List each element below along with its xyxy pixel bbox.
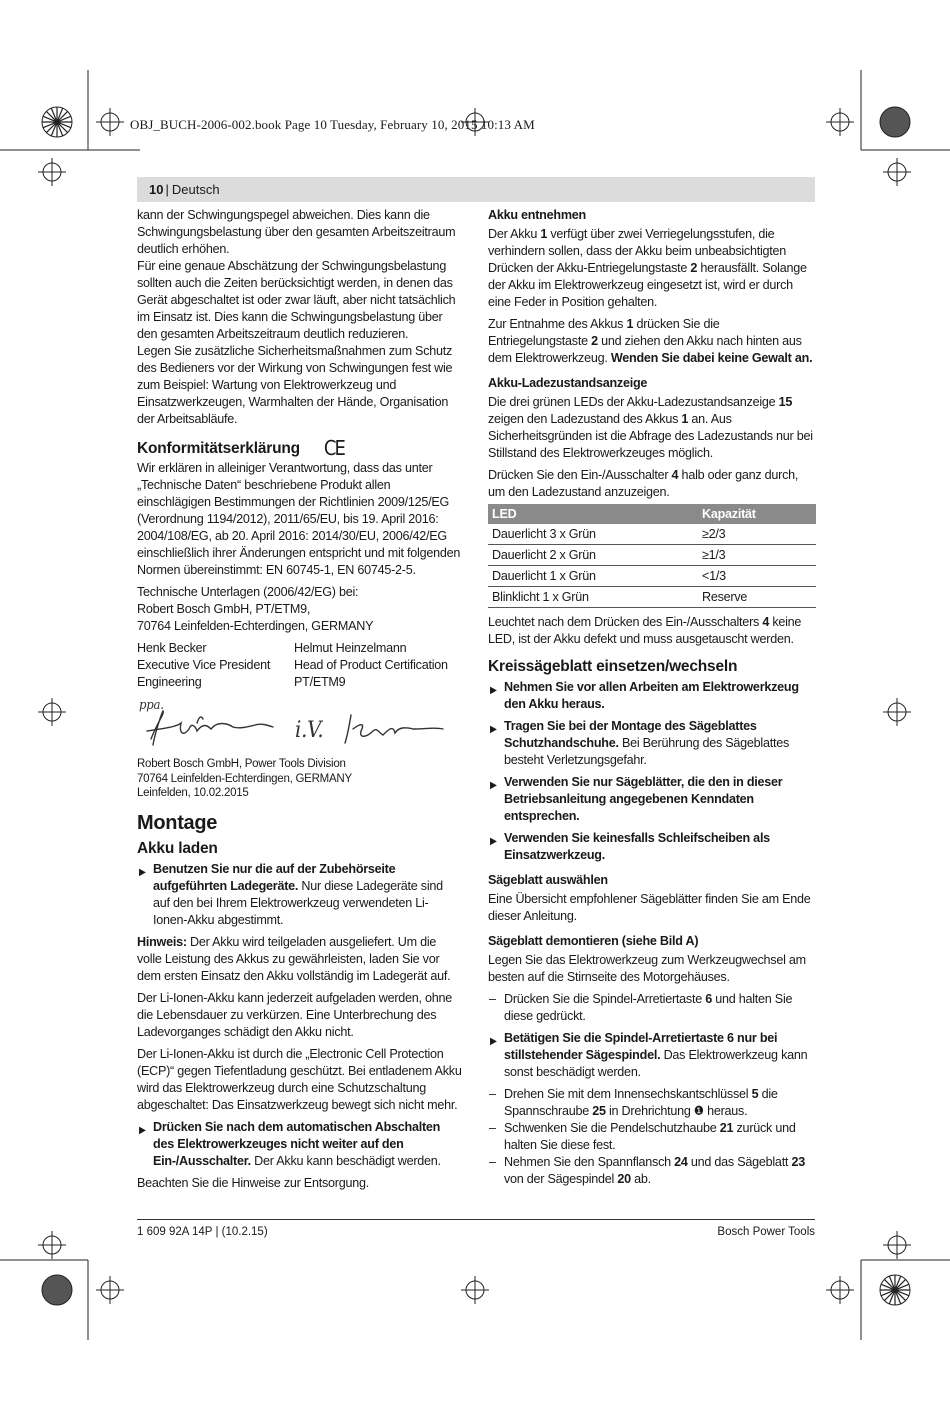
- signatures-image: [137, 693, 462, 755]
- ladezustand-heading: Akku-Ladezustandsanzeige: [488, 376, 648, 390]
- bullet-triangle-icon: ▶: [490, 780, 497, 791]
- bullet-triangle-icon: ▶: [490, 685, 497, 696]
- table-cell: ≥1/3: [698, 545, 816, 566]
- left-column: [137, 207, 462, 1192]
- signatories: [137, 640, 462, 691]
- bullet-triangle-icon: ▶: [139, 866, 146, 878]
- step-spannflansch: – Nehmen Sie den Spannflansch 24 und das Sägeblatt 23 von der Sägespindel 20 ab.: [489, 1155, 805, 1186]
- footer-doc-number: 1 609 92A 14P | (10.2.15): [137, 1226, 268, 1238]
- running-header: 10 | Deutsch: [137, 177, 815, 202]
- table-cell: Reserve: [698, 587, 816, 608]
- star-target-top-right: [880, 107, 910, 137]
- book-file-header: OBJ_BUCH-2006-002.book Page 10 Tuesday, February 10, 2015 10:13 AM: [130, 117, 535, 132]
- entsorgung-paragraph: Beachten Sie die Hinweise zur Entsorgung.: [137, 1175, 369, 1190]
- page-number: 10: [149, 182, 164, 197]
- signatory-2-dept: PT/ETM9: [294, 675, 346, 689]
- language-label: Deutsch: [171, 182, 220, 197]
- step-pendelschutzhaube: – Schwenken Sie die Pendelschutzhaube 21 zurück und halten Sie diese fest.: [489, 1121, 796, 1152]
- saegeblatt-demontieren-text: Legen Sie das Elektrowerkzeug zum Werkzeugwechsel am besten auf die Stirnseite des Motorgehäuses.: [488, 953, 806, 984]
- table-cell: Dauerlicht 3 x Grün: [488, 524, 698, 545]
- bullet-schleifscheiben: ▶ Verwenden Sie keinesfalls Schleifscheiben als Einsatzwerkzeug.: [490, 831, 770, 862]
- footer-rule: [137, 1219, 815, 1220]
- vibration-paragraph-3: Legen Sie zusätzliche Sicherheitsmaßnahmen zum Schutz des Bedieners vor der Wirkung von Schwingungen fest wie zum Beispiel: Wartung von Elektrowerkzeug und Einsatzwerkzeugen, Warmhalten der Hände, Organisation der Arbeitsabläufe.: [137, 344, 453, 426]
- svg-text:ppa.: ppa.: [139, 698, 164, 713]
- table-header-capacity: Kapazität: [698, 504, 816, 524]
- bullet-ladegeraete: ▶ Benutzen Sie nur die auf der Zubehörseite aufgeführten Ladegeräte. Nur diese Ladegeräte sind auf den bei Ihrem Elektrowerkzeug verwendeten Li-Ionen-Akku abgestimmt.: [139, 861, 443, 927]
- signatory-2-name: Helmut Heinzelmann: [294, 641, 407, 655]
- led-capacity-table: [488, 504, 816, 608]
- crosshair-left-mid: [38, 698, 66, 726]
- crosshair-left-bottom: [38, 1231, 66, 1259]
- saegeblatt-auswaehlen-text: Eine Übersicht empfohlener Sägeblätter finden Sie am Ende dieser Anleitung.: [488, 892, 811, 923]
- bullet-stillstehende-spindel: ▶ Betätigen Sie die Spindel-Arretiertaste 6 nur bei stillstehender Sägespindel. Das Elektrowerkzeug kann sonst beschädigt werden.: [490, 1031, 808, 1079]
- tech-docs-line-1: Technische Unterlagen (2006/42/EG) bei:: [137, 585, 359, 599]
- table-row: [488, 587, 816, 608]
- crosshair-top-right: [826, 108, 854, 136]
- star-target-top-left: [42, 107, 72, 137]
- vibration-paragraph-1: kann der Schwingungspegel abweichen. Dies kann die Schwingungsbelastung über den gesamten Arbeitszeitraum deutlich erhöhen.: [137, 208, 456, 256]
- conformity-heading: Konformitätserklärung CE: [137, 436, 344, 460]
- crosshair-right-mid: [883, 698, 911, 726]
- bullet-akku-heraus: ▶ Nehmen Sie vor allen Arbeiten am Elektrowerkzeug den Akku heraus.: [490, 680, 799, 711]
- step-spindel-arretiertaste: – Drücken Sie die Spindel-Arretiertaste 6 und halten Sie diese gedrückt.: [489, 992, 793, 1023]
- signatory-1-name: Henk Becker: [137, 641, 207, 655]
- conformity-text: Wir erklären in alleiniger Verantwortung, dass das unter „Technische Daten“ beschriebene Produkt allen einschlägigen Bestimmungen der Richtlinien 2009/125/EG (Verordnung 1194/2012), 2011/65/EU, bis 19. April 2016: 2004/108/EG, ab 20. April 2016: 2014/30/EU, 2006/42/EG einschließlich ihrer Änderungen entspricht und mit folgenden Normen übereinstimmt: EN 60745-1, EN 60745-2-5.: [137, 461, 461, 577]
- company-line-1: Robert Bosch GmbH, Power Tools Division: [137, 758, 346, 770]
- signatory-2-title: Head of Product Certification: [294, 658, 448, 672]
- ladezustand-paragraph-1: Die drei grünen LEDs der Akku-Ladezustandsanzeige 15 zeigen den Ladezustand des Akkus 1 an. Aus Sicherheitsgründen ist die Abfrage des Ladezustands nur bei Stillstand des Elektrowerkzeuges möglich.: [488, 395, 813, 460]
- akku-laden-heading: Akku laden: [137, 839, 218, 857]
- crosshair-bottom-left: [96, 1276, 124, 1304]
- table-row: [488, 566, 816, 587]
- kreissaegeblatt-heading: Kreissägeblatt einsetzen/wechseln: [488, 658, 738, 675]
- akku-entnehmen-heading: Akku entnehmen: [488, 208, 586, 222]
- akku-entnehmen-paragraph-1: Der Akku 1 verfügt über zwei Verriegelungsstufen, die verhindern sollen, dass der Akku beim unbeabsichtigten Drücken der Akku-Entriegelungstaste 2 herausfällt. Solange der Akku im Elektrowerkzeug eingesetzt ist, wird er durch eine Feder in Position gehalten.: [488, 227, 807, 309]
- right-column: [488, 207, 816, 1188]
- table-cell: <1/3: [698, 566, 816, 587]
- star-target-bottom-right: [880, 1275, 910, 1305]
- liion-paragraph: Der Li-Ionen-Akku kann jederzeit aufgeladen werden, ohne die Lebensdauer zu verkürzen. Eine Unterbrechung des Ladevorganges schädigt den Akku nicht.: [137, 990, 453, 1039]
- crosshair-right-bottom: [883, 1231, 911, 1259]
- step-spannschraube: – Drehen Sie mit dem Innensechskantschlüssel 5 die Spannschraube 25 in Drehrichtung ❶ heraus.: [489, 1087, 778, 1118]
- tech-docs-line-3: 70764 Leinfelden-Echterdingen, GERMANY: [137, 619, 374, 633]
- crosshair-top-left: [96, 108, 124, 136]
- ce-mark-icon: CE: [323, 436, 344, 460]
- company-date: Leinfelden, 10.02.2015: [137, 787, 249, 799]
- footer-brand: Bosch Power Tools: [717, 1226, 815, 1238]
- table-header-led: LED: [488, 504, 698, 524]
- ladezustand-paragraph-2: Drücken Sie den Ein-/Ausschalter 4 halb oder ganz durch, um den Ladezustand anzuzeigen.: [488, 468, 799, 499]
- table-row: [488, 545, 816, 566]
- company-line-2: 70764 Leinfelden-Echterdingen, GERMANY: [137, 772, 352, 785]
- signatory-1-title: Executive Vice President: [137, 658, 271, 672]
- bullet-triangle-icon: ▶: [490, 1036, 497, 1047]
- bullet-triangle-icon: ▶: [139, 1124, 146, 1136]
- rotation-direction-icon: ❶: [693, 1104, 704, 1118]
- after-table-paragraph: Leuchtet nach dem Drücken des Ein-/Ausschalters 4 keine LED, ist der Akku defekt und muss ausgetauscht werden.: [488, 615, 802, 646]
- akku-entnehmen-paragraph-2: Zur Entnahme des Akkus 1 drücken Sie die Entriegelungstaste 2 und ziehen den Akku nach hinten aus dem Elektrowerkzeug. Wenden Sie dabei keine Gewalt an.: [488, 317, 813, 365]
- vibration-paragraph-2: Für eine genaue Abschätzung der Schwingungsbelastung sollten auch die Zeiten berücksichtigt werden, in denen das Gerät abgeschaltet ist oder zwar läuft, aber nicht tatsächlich im Einsatz ist. Dies kann die Schwingungsbelastung über den gesamten Arbeitszeitraum deutlich reduzieren.: [137, 259, 456, 341]
- table-cell: Dauerlicht 2 x Grün: [488, 545, 698, 566]
- table-cell: ≥2/3: [698, 524, 816, 545]
- table-row: [488, 524, 816, 545]
- hinweis-paragraph: Hinweis: Der Akku wird teilgeladen ausgeliefert. Um die volle Leistung des Akkus zu gewährleisten, laden Sie vor dem ersten Einsatz den Akku vollständig im Ladegerät auf.: [137, 934, 451, 983]
- montage-heading: Montage: [137, 811, 218, 834]
- bullet-kenndaten: ▶ Verwenden Sie nur Sägeblätter, die den in dieser Betriebsanleitung angegebenen Kenndaten entsprechen.: [490, 775, 783, 823]
- bullet-schutzhandschuhe: ▶ Tragen Sie bei der Montage des Sägeblattes Schutzhandschuhe. Bei Berührung des Sägeblattes besteht Verletzungsgefahr.: [490, 719, 790, 767]
- crosshair-left-1: [38, 158, 66, 186]
- table-cell: Blinklicht 1 x Grün: [488, 587, 698, 608]
- bullet-triangle-icon: ▶: [490, 836, 497, 847]
- saegeblatt-auswaehlen-heading: Sägeblatt auswählen: [488, 873, 608, 887]
- crosshair-bottom-right: [826, 1276, 854, 1304]
- svg-text:i.V.: i.V.: [295, 718, 324, 743]
- signatory-1-dept: Engineering: [137, 675, 202, 689]
- table-header-row: [488, 504, 816, 524]
- crosshair-right-1: [883, 158, 911, 186]
- company-address: [137, 757, 462, 801]
- bullet-triangle-icon: ▶: [490, 724, 497, 735]
- saegeblatt-demontieren-heading: Sägeblatt demontieren (siehe Bild A): [488, 934, 699, 948]
- table-cell: Dauerlicht 1 x Grün: [488, 566, 698, 587]
- crosshair-bottom-center: [461, 1276, 489, 1304]
- bullet-abschalten: ▶ Drücken Sie nach dem automatischen Abschalten des Elektrowerkzeuges nicht weiter auf den Ein-/Ausschalter. Der Akku kann beschädigt werden.: [139, 1119, 441, 1168]
- star-target-bottom-left: [42, 1275, 72, 1305]
- tech-docs-line-2: Robert Bosch GmbH, PT/ETM9,: [137, 602, 311, 616]
- ecp-paragraph: Der Li-Ionen-Akku ist durch die „Electronic Cell Protection (ECP)“ gegen Tiefentladung geschützt. Bei entladenem Akku wird das Elektrowerkzeug durch eine Schutzschaltung abgeschaltet: Das Einsatzwerkzeug bewegt sich nicht mehr.: [137, 1046, 462, 1112]
